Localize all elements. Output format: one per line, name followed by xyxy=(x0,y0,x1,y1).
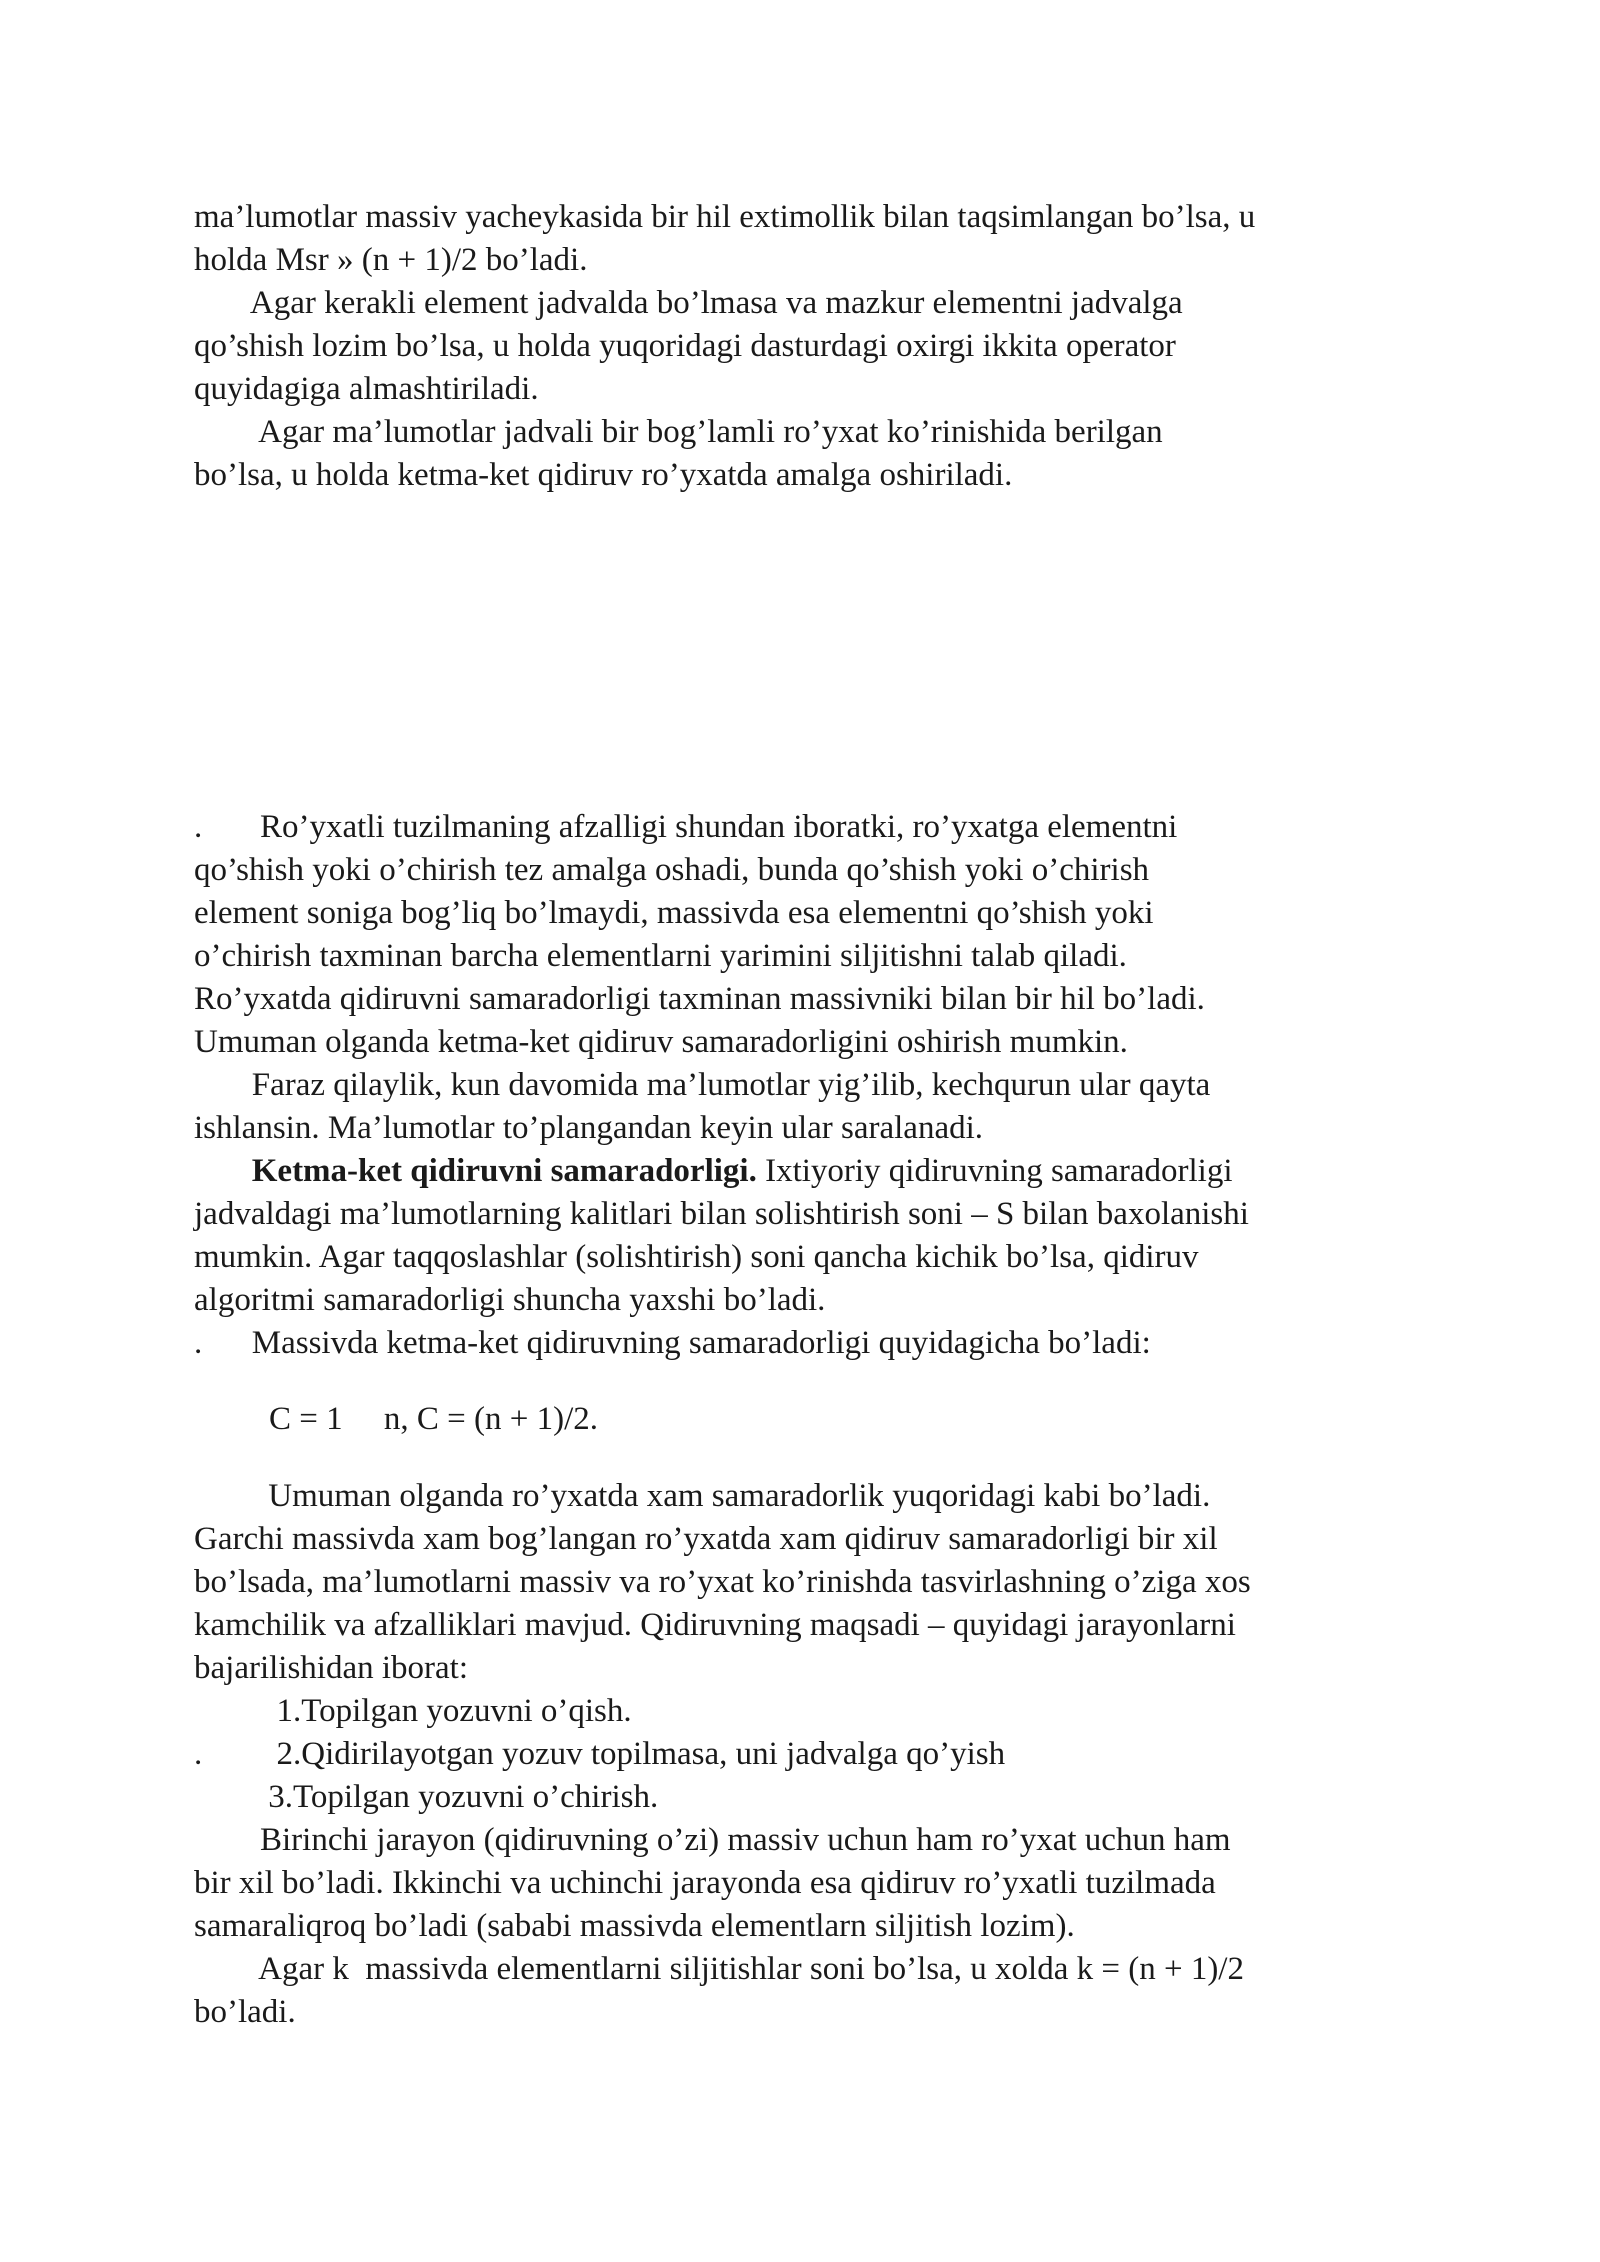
text-line: bo’lsa, u holda ketma-ket qidiruv ro’yxatda amalga oshiriladi. xyxy=(194,457,1013,493)
text-line: bo’ladi. xyxy=(194,1994,296,2030)
text-line: bo’lsada, ma’lumotlarni massiv va ro’yxat ko’rinishda tasvirlashning o’ziga xos xyxy=(194,1564,1251,1600)
text-line: algoritmi samaradorligi shuncha yaxshi bo’ladi. xyxy=(194,1282,826,1318)
text-line: quyidagiga almashtiriladi. xyxy=(194,371,539,407)
section-heading-line xyxy=(194,1150,1233,1193)
text-line: ma’lumotlar massiv yacheykasida bir hil extimollik bilan taqsimlangan bo’lsa, u xyxy=(194,199,1256,235)
list-item: . 2.Qidirilayotgan yozuv topilmasa, uni jadvalga qo’yish xyxy=(194,1736,1006,1772)
text-line: . Massivda ketma-ket qidiruvning samaradorligi quyidagicha bo’ladi: xyxy=(194,1325,1151,1361)
text-line: Agar k massivda elementlarni siljitishlar soni bo’lsa, u xolda k = (n + 1)/2 xyxy=(194,1951,1244,1987)
text-line: qo’shish yoki o’chirish tez amalga oshadi, bunda qo’shish yoki o’chirish xyxy=(194,852,1150,888)
text-line: Agar ma’lumotlar jadvali bir bog’lamli ro’yxat ko’rinishida berilgan xyxy=(194,414,1163,450)
text-line: Garchi massivda xam bog’langan ro’yxatda xam qidiruv samaradorligi bir xil xyxy=(194,1521,1218,1557)
text-line: ishlansin. Ma’lumotlar to’plangandan keyin ular saralanadi. xyxy=(194,1110,984,1146)
text-line: jadvaldagi ma’lumotlarning kalitlari bilan solishtirish soni – S bilan baxolanishi xyxy=(194,1196,1249,1232)
list-item: 1.Topilgan yozuvni o’qish. xyxy=(194,1693,632,1729)
text-line: bir xil bo’ladi. Ikkinchi va uchinchi jarayonda esa qidiruv ro’yxatli tuzilmada xyxy=(194,1865,1216,1901)
text-line: mumkin. Agar taqqoslashlar (solishtirish) soni qancha kichik bo’lsa, qidiruv xyxy=(194,1239,1199,1275)
text-line: kamchilik va afzalliklari mavjud. Qidiruvning maqsadi – quyidagi jarayonlarni xyxy=(194,1607,1236,1643)
text-line: samaraliqroq bo’ladi (sababi massivda elementlarn siljitish lozim). xyxy=(194,1908,1075,1944)
text-line: Birinchi jarayon (qidiruvning o’zi) massiv uchun ham ro’yxat uchun ham xyxy=(194,1822,1231,1858)
list-item: 3.Topilgan yozuvni o’chirish. xyxy=(194,1779,659,1815)
heading-rest: Ixtiyoriy qidiruvning samaradorligi xyxy=(756,1153,1233,1189)
text-line: element soniga bog’liq bo’lmaydi, massivda esa elementni qo’shish yoki xyxy=(194,895,1154,931)
text-line: holda Msr » (n + 1)/2 bo’ladi. xyxy=(194,242,588,278)
formula: C = 1 n, C = (n + 1)/2. xyxy=(269,1401,599,1437)
text-line: qo’shish lozim bo’lsa, u holda yuqoridagi dasturdagi oxirgi ikkita operator xyxy=(194,328,1176,364)
text-line: . Ro’yxatli tuzilmaning afzalligi shundan iboratki, ro’yxatga elementni xyxy=(194,809,1178,845)
text-line: o’chirish taxminan barcha elementlarni yarimini siljitishni talab qiladi. xyxy=(194,938,1127,974)
text-line: Ro’yxatda qidiruvni samaradorligi taxminan massivniki bilan bir hil bo’ladi. xyxy=(194,981,1205,1017)
bold-heading: Ketma-ket qidiruvni samaradorligi. xyxy=(251,1153,757,1189)
text-line: Umuman olganda ketma-ket qidiruv samaradorligini oshirish mumkin. xyxy=(194,1024,1128,1060)
text-line: Umuman olganda ro’yxatda xam samaradorlik yuqoridagi kabi bo’ladi. xyxy=(194,1478,1211,1514)
text-line: bajarilishidan iborat: xyxy=(194,1650,469,1686)
text-line: Faraz qilaylik, kun davomida ma’lumotlar yig’ilib, kechqurun ular qayta xyxy=(194,1067,1211,1103)
text-line: Agar kerakli element jadvalda bo’lmasa va mazkur elementni jadvalga xyxy=(194,285,1183,321)
